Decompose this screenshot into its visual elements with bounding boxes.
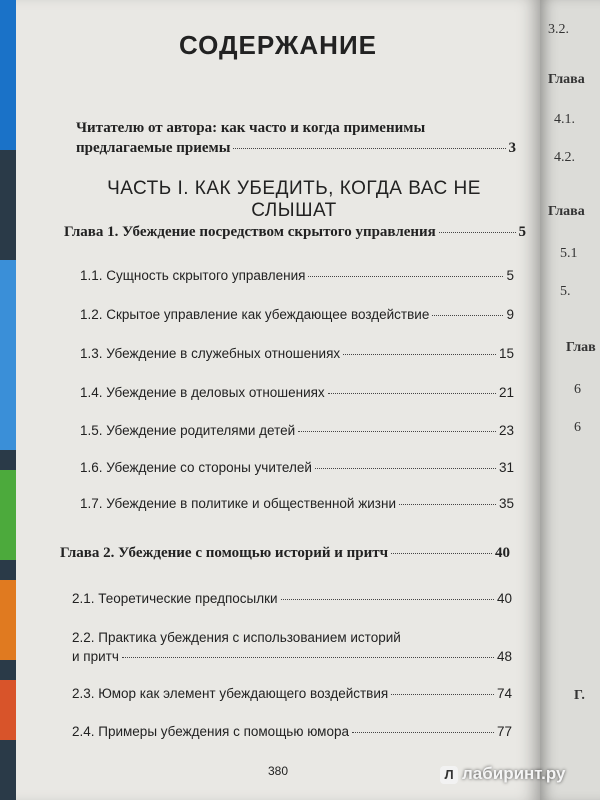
- entry-label: 1.6. Убеждение со стороны учителей: [80, 460, 312, 475]
- toc-entry-2-1[interactable]: [72, 591, 512, 606]
- right-fragment: 5.1: [560, 246, 578, 261]
- entry-label: 2.3. Юмор как элемент убеждающего воздействия: [72, 686, 389, 701]
- part-heading: ЧАСТЬ I. КАК УБЕДИТЬ, КОГДА ВАС НЕ СЛЫШАТ: [107, 178, 481, 221]
- entry-label: 1.3. Убеждение в служебных отношениях: [80, 346, 341, 361]
- dot-leader: [233, 148, 505, 149]
- right-fragment: 6: [574, 382, 581, 397]
- dot-leader: [122, 657, 494, 658]
- entry-page: 23: [498, 423, 514, 438]
- dot-leader: [399, 504, 496, 505]
- watermark: [440, 764, 565, 784]
- right-fragment: Глав: [566, 340, 596, 355]
- entry-page: 9: [506, 307, 514, 322]
- right-fragment: 5.: [560, 284, 571, 299]
- toc-entry-2-2[interactable]: [72, 630, 512, 664]
- entry-label: 1.4. Убеждение в деловых отношениях: [80, 385, 325, 400]
- intro-line-2: предлагаемые приемы: [76, 140, 231, 156]
- entry-label-line-1: 2.2. Практика убеждения с использованием историй: [72, 630, 401, 645]
- toc-entry-1-3[interactable]: [80, 346, 514, 361]
- entry-label: 1.2. Скрытое управление как убеждающее воздействие: [80, 307, 430, 322]
- toc-entry-1-5[interactable]: [80, 423, 514, 438]
- entry-label: 1.7. Убеждение в политике и общественной жизни: [80, 496, 396, 511]
- right-fragment: 3.2.: [548, 22, 569, 37]
- intro-line-1: Читателю от автора: как часто и когда применимы: [76, 120, 426, 136]
- intro-page: 3: [508, 140, 516, 156]
- entry-label: 2.1. Теоретические предпосылки: [72, 591, 278, 606]
- chapter-2-page: 40: [495, 545, 510, 561]
- entry-page: 40: [496, 591, 512, 606]
- dot-leader: [439, 232, 516, 233]
- entry-label: 2.4. Примеры убеждения с помощью юмора: [72, 724, 349, 739]
- dot-leader: [281, 599, 494, 600]
- entry-page: 35: [498, 496, 514, 511]
- entry-page: 77: [496, 724, 512, 739]
- page-number: 380: [267, 764, 289, 778]
- right-fragment: 4.2.: [554, 150, 575, 165]
- chapter-1-label: Глава 1. Убеждение посредством скрытого управления: [64, 224, 436, 240]
- entry-page: 5: [506, 268, 514, 283]
- dot-leader: [391, 553, 492, 554]
- entry-label: 1.5. Убеждение родителями детей: [80, 423, 296, 438]
- intro-entry[interactable]: [76, 118, 516, 158]
- toc-entry-1-4[interactable]: [80, 385, 514, 400]
- dot-leader: [315, 468, 496, 469]
- dot-leader: [432, 315, 503, 316]
- chapter-1-entry[interactable]: [64, 224, 526, 241]
- dot-leader: [391, 694, 494, 695]
- entry-label: 1.1. Сущность скрытого управления: [80, 268, 306, 283]
- toc-entry-2-4[interactable]: [72, 724, 512, 739]
- right-fragment: Глава: [548, 72, 585, 87]
- chapter-1-page: 5: [518, 224, 526, 240]
- dot-leader: [343, 354, 496, 355]
- chapter-2-entry[interactable]: [60, 545, 510, 562]
- toc-entry-1-6[interactable]: [80, 460, 514, 475]
- entry-page: 48: [496, 649, 512, 664]
- toc-entry-2-3[interactable]: [72, 686, 512, 701]
- dot-leader: [328, 393, 496, 394]
- dot-leader: [298, 431, 496, 432]
- right-fragment: 6: [574, 420, 581, 435]
- right-fragment: Глава: [548, 204, 585, 219]
- page-title: СОДЕРЖАНИЕ: [179, 30, 377, 60]
- chapter-2-label: Глава 2. Убеждение с помощью историй и притч: [60, 545, 389, 561]
- right-page: [540, 0, 600, 800]
- labirint-logo-icon: Л: [440, 766, 458, 784]
- right-fragment: Г.: [574, 688, 585, 703]
- entry-page: 21: [498, 385, 514, 400]
- toc-entry-1-7[interactable]: [80, 496, 514, 511]
- entry-label-line-2: и притч: [72, 649, 119, 664]
- dot-leader: [352, 732, 494, 733]
- toc-entry-1-2[interactable]: [80, 307, 514, 322]
- entry-page: 74: [496, 686, 512, 701]
- toc-entry-1-1[interactable]: [80, 268, 514, 283]
- dot-leader: [308, 276, 503, 277]
- watermark-text: лабиринт.ру: [462, 764, 566, 783]
- entry-page: 31: [498, 460, 514, 475]
- book-page: [16, 0, 540, 800]
- entry-page: 15: [498, 346, 514, 361]
- right-fragment: 4.1.: [554, 112, 575, 127]
